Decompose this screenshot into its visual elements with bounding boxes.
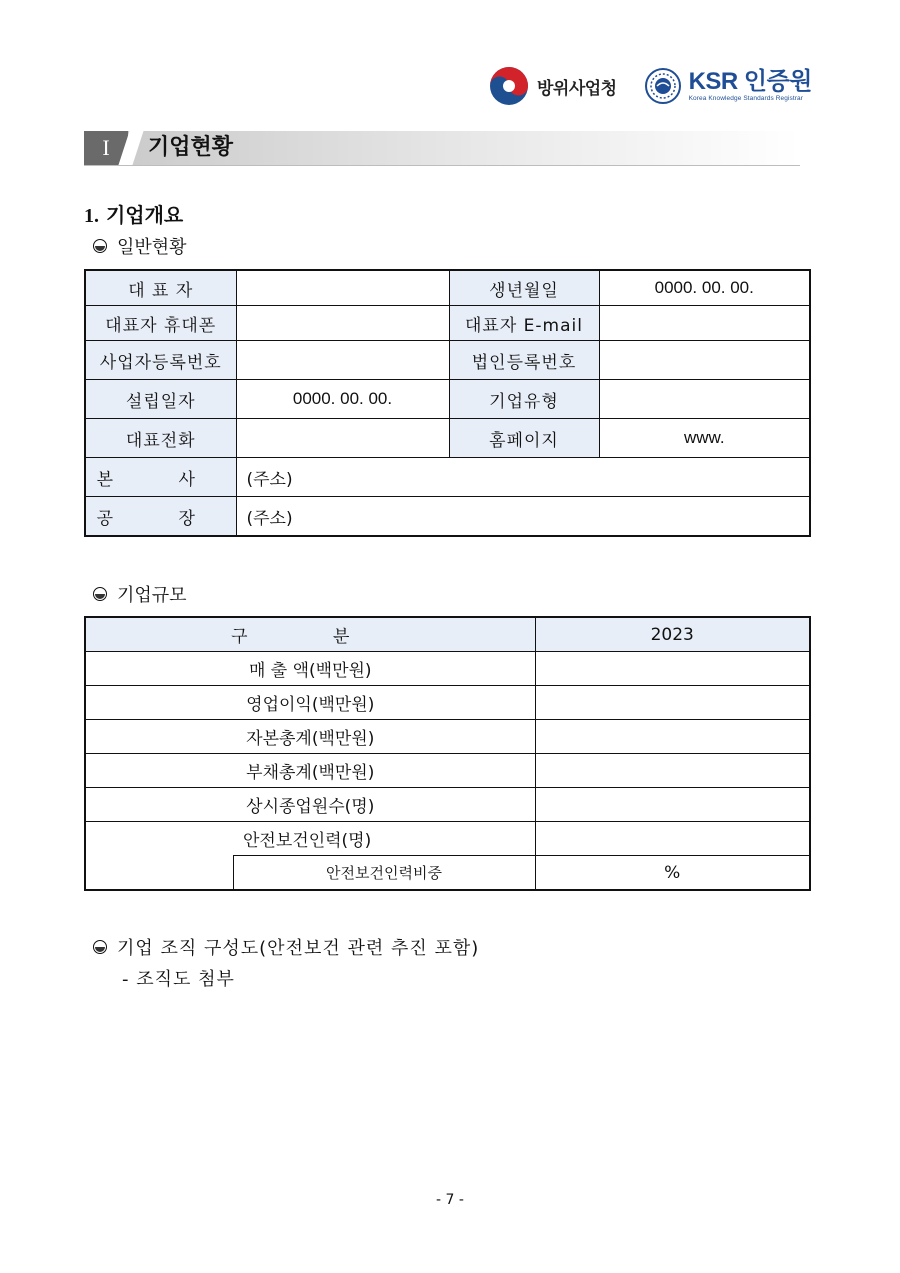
org-chart-heading: [93, 934, 479, 960]
hq-label: 본 사: [85, 458, 236, 497]
homepage-value[interactable]: www.: [599, 419, 810, 458]
safety-staff-label: 안전보건인력(명): [233, 822, 535, 856]
operating-profit-value[interactable]: [535, 686, 810, 720]
table-row: [85, 306, 810, 341]
category-header: 구 분: [85, 617, 535, 652]
half-filled-circle-icon: [93, 239, 107, 253]
revenue-value[interactable]: [535, 652, 810, 686]
hq-address[interactable]: (주소): [236, 458, 810, 497]
ceo-value[interactable]: [236, 270, 449, 306]
total-liabilities-value[interactable]: [535, 754, 810, 788]
total-equity-label: 자본총계(백만원): [85, 720, 535, 754]
section-numeral: I: [84, 131, 128, 165]
founding-date-label: 설립일자: [85, 380, 236, 419]
org-chart-note: - 조직도 첨부: [122, 969, 235, 990]
general-status-table: [84, 269, 811, 537]
ceo-email-value[interactable]: [599, 306, 810, 341]
employees-value[interactable]: [535, 788, 810, 822]
company-scale-table: [84, 616, 811, 891]
table-row: [85, 788, 810, 822]
company-type-label: 기업유형: [449, 380, 599, 419]
safety-ratio-value[interactable]: %: [535, 856, 810, 891]
section-title: 기업현황: [148, 135, 234, 160]
header-logos: [489, 66, 812, 106]
ksr-emblem-icon: [645, 68, 681, 104]
table-row: [85, 419, 810, 458]
company-scale-title: 기업규모: [117, 585, 187, 606]
birthdate-label: 생년월일: [449, 270, 599, 306]
table-row: [85, 720, 810, 754]
page-heading: [84, 199, 183, 228]
ceo-label: 대 표 자: [85, 270, 236, 306]
table-row: [85, 380, 810, 419]
table-row: [85, 270, 810, 306]
total-equity-value[interactable]: [535, 720, 810, 754]
ksr-logo-subtext: Korea Knowledge Standards Registrar: [688, 94, 804, 102]
ksr-logo: [645, 68, 812, 104]
org-chart-title: 기업 조직 구성도(안전보건 관련 추진 포함): [117, 938, 480, 959]
corp-reg-label: 법인등록번호: [449, 341, 599, 380]
table-row: [85, 497, 810, 537]
factory-label: 공 장: [85, 497, 236, 537]
dapa-logo-text: 방위사업청: [536, 78, 617, 99]
safety-staff-spacer: [85, 822, 233, 891]
table-row: [85, 822, 810, 856]
safety-ratio-label: 안전보건인력비중: [233, 856, 535, 891]
year-header: 2023: [535, 617, 810, 652]
company-type-value[interactable]: [599, 380, 810, 419]
founding-date-value[interactable]: 0000. 00. 00.: [236, 380, 449, 419]
heading-number: 1.: [84, 205, 99, 227]
birthdate-value[interactable]: 0000. 00. 00.: [599, 270, 810, 306]
total-liabilities-label: 부채총계(백만원): [85, 754, 535, 788]
corp-reg-value[interactable]: [599, 341, 810, 380]
heading-title: 기업개요: [105, 203, 184, 227]
factory-address[interactable]: (주소): [236, 497, 810, 537]
homepage-label: 홈페이지: [449, 419, 599, 458]
table-row: [85, 341, 810, 380]
table-row: [85, 652, 810, 686]
ceo-email-label: 대표자 E-mail: [449, 306, 599, 341]
general-status-heading: [93, 233, 187, 259]
revenue-label: 매 출 액(백만원): [85, 652, 535, 686]
business-reg-value[interactable]: [236, 341, 449, 380]
ceo-phone-label: 대표자 휴대폰: [85, 306, 236, 341]
business-reg-label: 사업자등록번호: [85, 341, 236, 380]
company-scale-heading: [93, 581, 187, 607]
table-row: [85, 458, 810, 497]
section-header-bar: [84, 131, 800, 166]
page-number: - 7 -: [436, 1192, 464, 1208]
table-row: [85, 617, 810, 652]
general-status-title: 일반현황: [117, 237, 187, 258]
half-filled-circle-icon: [93, 587, 107, 601]
half-filled-circle-icon: [93, 940, 107, 954]
employees-label: 상시종업원수(명): [85, 788, 535, 822]
ksr-logo-text: KSR 인증원: [688, 67, 812, 95]
main-phone-label: 대표전화: [85, 419, 236, 458]
dapa-logo: [489, 66, 617, 106]
taegeuk-logo-icon: [489, 66, 529, 106]
ceo-phone-value[interactable]: [236, 306, 449, 341]
operating-profit-label: 영업이익(백만원): [85, 686, 535, 720]
safety-staff-value[interactable]: [535, 822, 810, 856]
main-phone-value[interactable]: [236, 419, 449, 458]
table-row: [85, 686, 810, 720]
table-row: [85, 754, 810, 788]
